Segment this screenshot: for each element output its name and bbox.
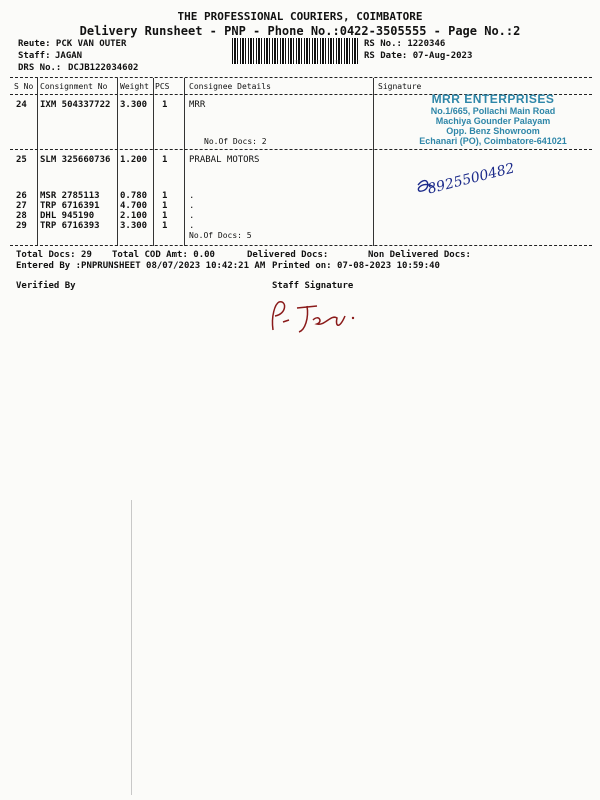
route-text: Reute: PCK VAN OUTER bbox=[18, 39, 127, 49]
docs-count-note: No.Of Docs: 5 bbox=[189, 231, 252, 240]
row-consignee: . bbox=[189, 221, 195, 231]
delivered-docs: Delivered Docs: bbox=[247, 250, 329, 260]
total-docs: Total Docs: 29 bbox=[16, 250, 92, 260]
barcode-image bbox=[232, 38, 358, 64]
docs-count-note: No.Of Docs: 2 bbox=[204, 137, 267, 146]
row-pcs: 1 bbox=[162, 201, 168, 211]
row-sno: 24 bbox=[16, 100, 27, 110]
rs-date: RS Date: 07-Aug-2023 bbox=[364, 51, 473, 61]
col-header-consignment: Consignment No bbox=[40, 82, 108, 91]
company-title: THE PROFESSIONAL COURIERS, COIMBATORE bbox=[177, 10, 423, 23]
row-consignment: TRP 6716393 bbox=[40, 221, 100, 231]
column-separator bbox=[117, 78, 118, 246]
col-header-weight: Weight bbox=[120, 82, 149, 91]
column-separator bbox=[153, 78, 154, 246]
staff-label: Staff: bbox=[18, 51, 51, 61]
column-separator bbox=[373, 78, 374, 246]
row-weight: 0.780 bbox=[120, 191, 148, 201]
row-consignment: DHL 945190 bbox=[40, 211, 95, 221]
divider bbox=[10, 245, 592, 246]
row-consignee: MRR bbox=[189, 100, 206, 110]
staff-signature-label: Staff Signature bbox=[272, 281, 354, 291]
col-header-pcs: PCS bbox=[155, 82, 170, 91]
row-consignment: IXM 504337722 bbox=[40, 100, 111, 110]
col-header-consignee: Consignee Details bbox=[189, 82, 271, 91]
column-separator bbox=[184, 78, 185, 246]
row-pcs: 1 bbox=[162, 100, 168, 110]
non-delivered-docs: Non Delivered Docs: bbox=[368, 250, 471, 260]
paper-crease bbox=[131, 500, 132, 795]
handwritten-phone: 8925500482 bbox=[426, 160, 517, 198]
row-pcs: 1 bbox=[162, 221, 168, 231]
total-cod: Total COD Amt: 0.00 bbox=[112, 250, 215, 260]
column-separator bbox=[37, 78, 38, 246]
row-weight: 3.300 bbox=[120, 221, 148, 231]
row-consignee: . bbox=[189, 191, 195, 201]
row-pcs: 1 bbox=[162, 191, 168, 201]
drs-value: DCJB122034602 bbox=[68, 63, 139, 73]
row-consignee: . bbox=[189, 201, 195, 211]
row-weight: 4.700 bbox=[120, 201, 148, 211]
row-sno: 29 bbox=[16, 221, 27, 231]
entered-by: Entered By :PNPRUNSHEET 08/07/2023 10:42:21 AM bbox=[16, 261, 266, 271]
runsheet-title: Delivery Runsheet - PNP - Phone No.:0422-3505555 - Page No.:2 bbox=[79, 24, 521, 38]
company-stamp: MRR ENTERPRISES No.1/665, Pollachi Main Road Machiya Gounder Palayam Opp. Benz Showroom Echanari (PO), Coimbatore-641021 bbox=[419, 92, 567, 146]
row-weight: 3.300 bbox=[120, 100, 148, 110]
row-sno: 26 bbox=[16, 191, 27, 201]
row-consignee: . bbox=[189, 211, 195, 221]
row-sno: 25 bbox=[16, 155, 27, 165]
row-pcs: 1 bbox=[162, 155, 168, 165]
verified-by-label: Verified By bbox=[16, 281, 76, 291]
row-weight: 1.200 bbox=[120, 155, 148, 165]
printed-on: Printed on: 07-08-2023 10:59:40 bbox=[272, 261, 440, 271]
staff-name: JAGAN bbox=[55, 51, 83, 61]
col-header-sno: S No bbox=[14, 82, 34, 91]
row-consignment: MSR 2785113 bbox=[40, 191, 100, 201]
rs-number: RS No.: 1220346 bbox=[364, 39, 446, 49]
row-pcs: 1 bbox=[162, 211, 168, 221]
row-sno: 27 bbox=[16, 201, 27, 211]
col-header-signature: Signature bbox=[378, 82, 422, 91]
row-sno: 28 bbox=[16, 211, 27, 221]
divider bbox=[10, 149, 592, 150]
row-consignment: TRP 6716391 bbox=[40, 201, 100, 211]
row-consignment: SLM 325660736 bbox=[40, 155, 111, 165]
drs-label: DRS No.: bbox=[18, 63, 62, 73]
row-consignee: PRABAL MOTORS bbox=[189, 155, 260, 165]
row-weight: 2.100 bbox=[120, 211, 148, 221]
staff-signature bbox=[265, 296, 365, 338]
divider bbox=[10, 77, 592, 78]
